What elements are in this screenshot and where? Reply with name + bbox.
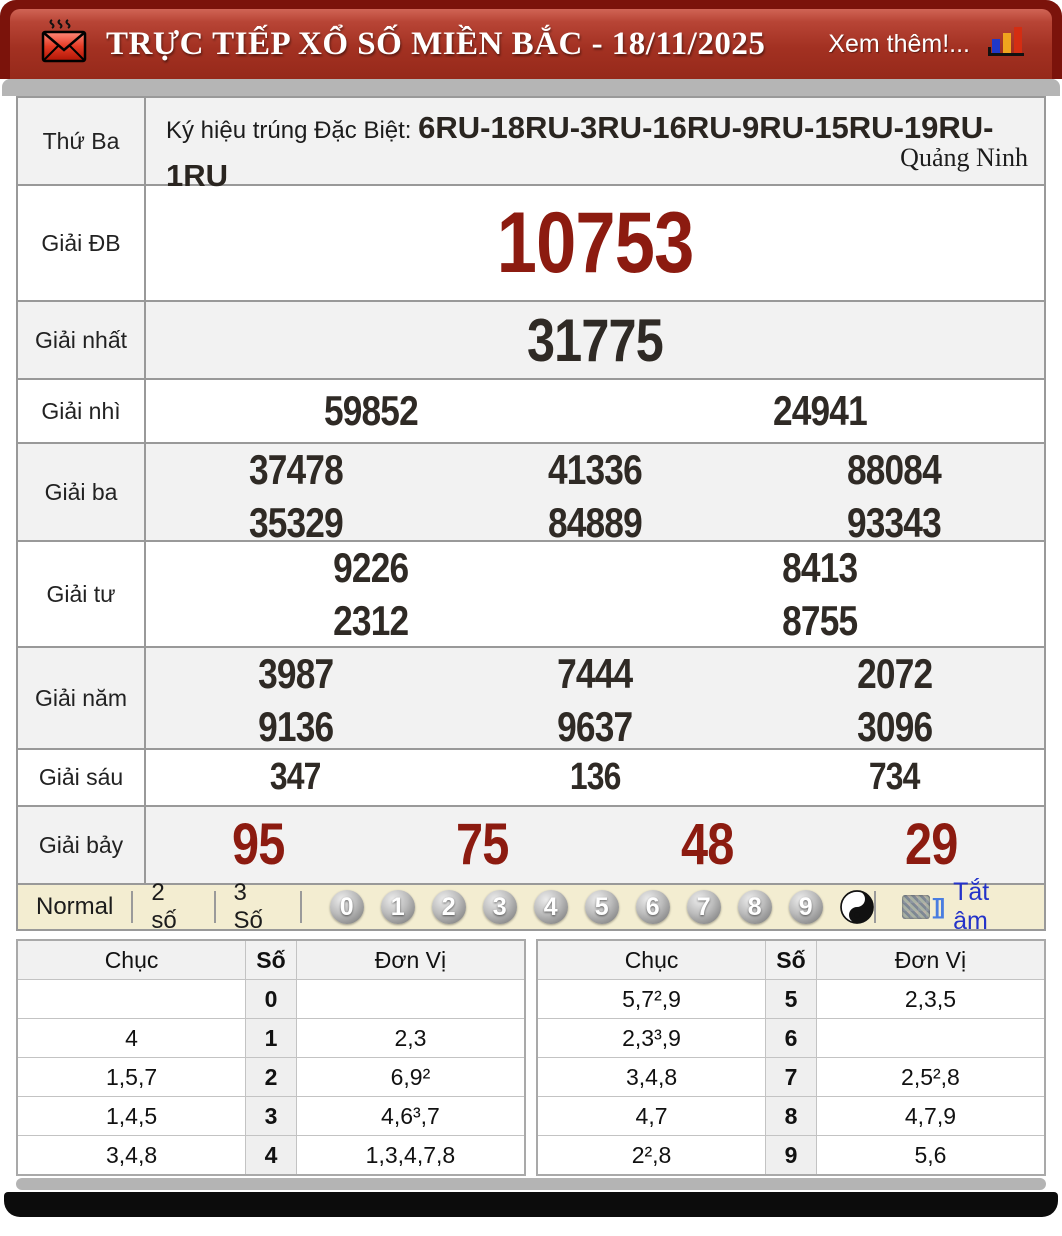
prize-value: 9637	[557, 702, 633, 750]
prize-row-bay	[18, 807, 1044, 883]
digit-ball-3[interactable]: 3	[483, 890, 517, 924]
digit-cell: 0	[246, 980, 297, 1019]
prize-label: Giải nhất	[18, 302, 146, 378]
prize-value: 29	[905, 812, 958, 877]
bar-chart-icon[interactable]	[984, 25, 1026, 64]
bottom-gray-bar	[16, 1178, 1046, 1190]
units-cell: 4,6³,7	[296, 1097, 525, 1136]
prize-value: 2072	[856, 650, 932, 697]
digit-balls	[330, 890, 874, 924]
table-row	[17, 1058, 525, 1097]
mute-speaker-icon	[902, 895, 931, 919]
digit-ball-0[interactable]: 0	[330, 890, 364, 924]
prize-value: 347	[270, 755, 322, 798]
prize-value: 3096	[856, 702, 932, 750]
prize-value: 84889	[548, 498, 642, 546]
header-units: Đơn Vị	[296, 940, 525, 980]
header-divider	[2, 79, 1060, 96]
prize-value: 59852	[323, 386, 418, 434]
mute-button[interactable]	[874, 878, 1028, 936]
table-row	[537, 1019, 1045, 1058]
digit-cell: 2	[246, 1058, 297, 1097]
prize-value: 8413	[781, 544, 858, 591]
stats-table-right	[536, 939, 1046, 1176]
prize-value: 75	[456, 812, 509, 877]
tens-cell: 3,4,8	[537, 1058, 766, 1097]
prize-row-nam	[18, 648, 1044, 750]
header-digit: Số	[246, 940, 297, 980]
mode-button-2so[interactable]: 2 số	[151, 879, 177, 934]
digit-ball-1[interactable]: 1	[381, 890, 415, 924]
prize-label: Giải năm	[18, 648, 146, 748]
toolbar-divider	[874, 891, 876, 923]
weekday-label: Thứ Ba	[18, 98, 146, 184]
yin-yang-icon[interactable]	[840, 890, 874, 924]
digit-cell: 7	[766, 1058, 817, 1097]
digit-cell: 5	[766, 980, 817, 1019]
digit-ball-9[interactable]: 9	[789, 890, 823, 924]
prize-value: 41336	[548, 446, 642, 493]
header-tens: Chục	[17, 940, 246, 980]
prize-label: Giải sáu	[18, 750, 146, 805]
units-cell	[296, 980, 525, 1019]
tens-cell: 3,4,8	[17, 1136, 246, 1176]
prize-value: 93343	[847, 498, 942, 546]
prize-value: 3987	[258, 650, 334, 697]
prize-value: 31775	[527, 306, 663, 374]
sound-waves-icon: ]]	[932, 894, 944, 919]
prize-label: Giải nhì	[18, 380, 146, 442]
prize-value: 8755	[781, 596, 858, 644]
tens-cell: 4	[17, 1019, 246, 1058]
prize-value: 88084	[847, 446, 942, 493]
prize-value: 37478	[248, 446, 343, 493]
tens-cell: 2,3³,9	[537, 1019, 766, 1058]
units-cell: 2,3	[296, 1019, 525, 1058]
header-digit: Số	[766, 940, 817, 980]
stats-header-row	[537, 940, 1045, 980]
header-units: Đơn Vị	[816, 940, 1045, 980]
units-cell: 4,7,9	[816, 1097, 1045, 1136]
prize-value: 48	[680, 812, 734, 877]
table-row	[537, 1136, 1045, 1176]
toolbar	[16, 878, 1046, 935]
digit-ball-6[interactable]: 6	[636, 890, 670, 924]
prize-label: Giải bảy	[18, 807, 146, 883]
digit-ball-2[interactable]: 2	[432, 890, 466, 924]
prize-value: 7444	[557, 650, 633, 697]
header-tens: Chục	[537, 940, 766, 980]
prize-value: 734	[868, 755, 920, 798]
tens-cell: 4,7	[537, 1097, 766, 1136]
digit-ball-5[interactable]: 5	[585, 890, 619, 924]
prize-value: 35329	[248, 498, 343, 546]
header-bar	[10, 9, 1052, 79]
stats-section	[16, 939, 1046, 1176]
prize-row-db	[18, 186, 1044, 302]
prize-value: 136	[569, 755, 621, 798]
units-cell: 1,3,4,7,8	[296, 1136, 525, 1176]
results-table	[16, 96, 1046, 885]
prize-row-sau	[18, 750, 1044, 807]
special-sign-cell	[146, 98, 1044, 194]
prize-value: 10753	[496, 194, 694, 291]
bottom-frame-bar	[4, 1192, 1058, 1217]
prize-label: Giải ba	[18, 444, 146, 540]
units-cell	[816, 1019, 1045, 1058]
prize-value: 9226	[332, 544, 409, 591]
digit-cell: 4	[246, 1136, 297, 1176]
tens-cell: 2²,8	[537, 1136, 766, 1176]
prize-label: Giải ĐB	[18, 186, 146, 300]
mode-button-3so[interactable]: 3 Số	[233, 879, 263, 934]
prize-value: 9136	[258, 702, 334, 750]
page-title: TRỰC TIẾP XỔ SỐ MIỀN BẮC - 18/11/2025	[106, 25, 766, 62]
digit-cell: 3	[246, 1097, 297, 1136]
prize-label: Giải tư	[18, 542, 146, 646]
units-cell: 2,3,5	[816, 980, 1045, 1019]
prize-row-nhat	[18, 302, 1044, 380]
units-cell: 5,6	[816, 1136, 1045, 1176]
tens-cell	[17, 980, 246, 1019]
stats-header-row	[17, 940, 525, 980]
prize-row-nhi	[18, 380, 1044, 444]
mode-button-normal[interactable]: Normal	[36, 893, 114, 920]
digit-ball-8[interactable]: 8	[738, 890, 772, 924]
prize-value: 2312	[332, 596, 409, 644]
hot-mail-envelope-icon	[40, 19, 90, 70]
special-sign-label: Ký hiệu trúng Đặc Biệt:	[166, 117, 419, 144]
prize-row-ba	[18, 444, 1044, 546]
units-cell: 2,5²,8	[816, 1058, 1045, 1097]
digit-ball-7[interactable]: 7	[687, 890, 721, 924]
table-row	[537, 980, 1045, 1019]
digit-cell: 6	[766, 1019, 817, 1058]
row-info	[18, 98, 1044, 194]
units-cell: 6,9²	[296, 1058, 525, 1097]
tens-cell: 1,4,5	[17, 1097, 246, 1136]
see-more-link[interactable]: Xem thêm!...	[828, 29, 970, 58]
table-row	[17, 1097, 525, 1136]
table-row	[17, 1019, 525, 1058]
header	[0, 0, 1062, 79]
prize-row-tu	[18, 542, 1044, 648]
toolbar-divider	[300, 891, 302, 923]
mute-label: Tắt âm	[953, 878, 990, 935]
digit-cell: 8	[766, 1097, 817, 1136]
prize-value: 24941	[772, 386, 867, 434]
digit-cell: 9	[766, 1136, 817, 1176]
table-row	[537, 1058, 1045, 1097]
province-name: Quảng Ninh	[900, 142, 1028, 172]
tens-cell: 1,5,7	[17, 1058, 246, 1097]
table-row	[17, 1136, 525, 1176]
tens-cell: 5,7²,9	[537, 980, 766, 1019]
digit-ball-4[interactable]: 4	[534, 890, 568, 924]
table-row	[17, 980, 525, 1019]
stats-table-left	[16, 939, 526, 1176]
prize-value: 95	[231, 812, 285, 877]
digit-cell: 1	[246, 1019, 297, 1058]
table-row	[537, 1097, 1045, 1136]
special-sign-codes: 6RU-18RU-3RU-16RU-9RU-15RU-19RU-1RU	[166, 110, 994, 194]
